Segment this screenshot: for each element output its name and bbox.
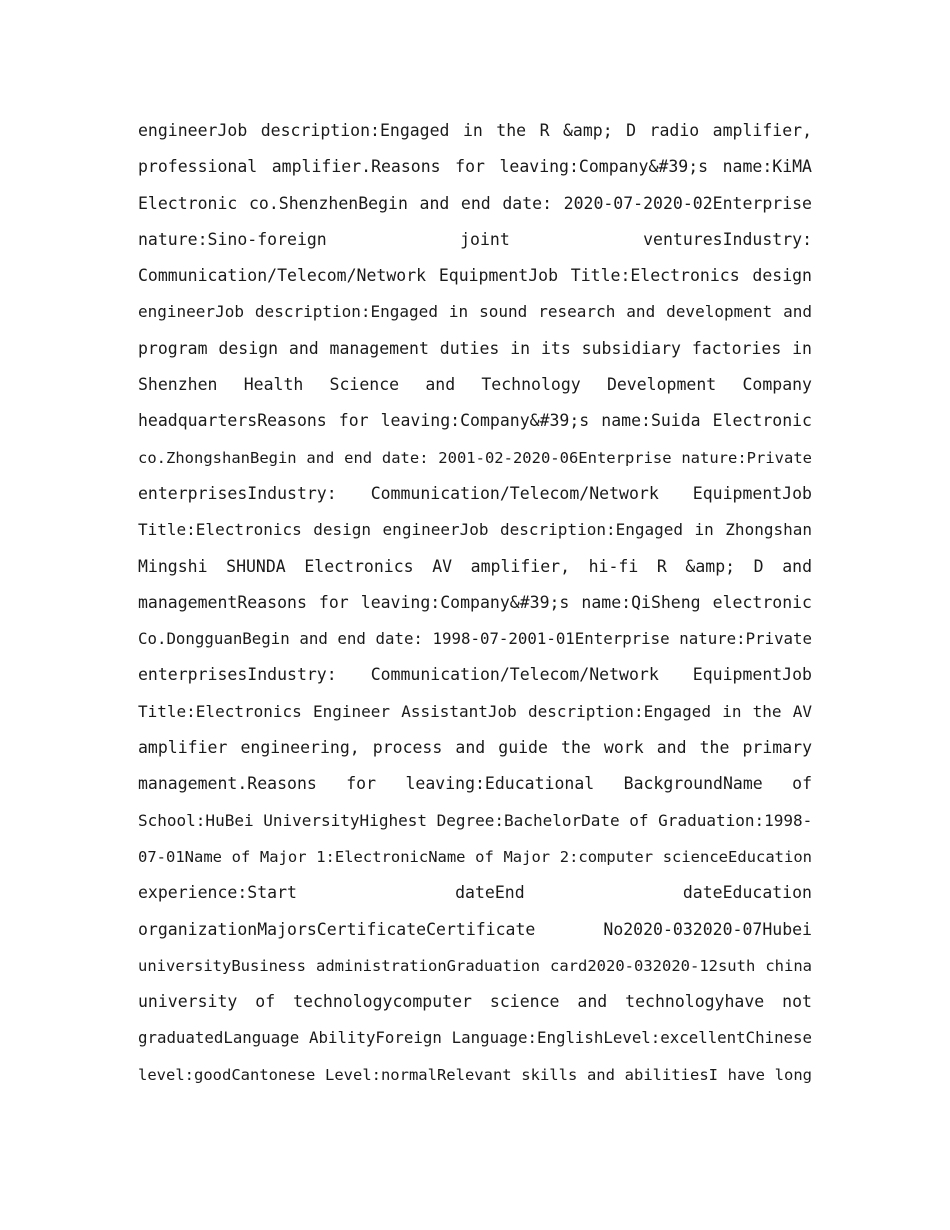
text-line: professional amplifier.Reasons for leaving:Company&#39;s name:KiMA bbox=[138, 157, 812, 177]
text-line: university of technologycomputer science and technologyhave not bbox=[138, 992, 812, 1012]
text-line: co.ZhongshanBegin and end date: 2001-02-2020-06Enterprise nature:Private bbox=[138, 448, 812, 467]
text-line: graduatedLanguage AbilityForeign Language:EnglishLevel:excellentChinese bbox=[138, 1028, 812, 1048]
text-line: amplifier engineering, process and guide the work and the primary bbox=[138, 738, 812, 758]
text-line: managementReasons for leaving:Company&#39;s name:QiSheng electronic bbox=[138, 592, 812, 612]
text-line: Co.DongguanBegin and end date: 1998-07-2001-01Enterprise nature:Private bbox=[138, 629, 812, 649]
text-line: nature:Sino-foreign joint venturesIndustry: bbox=[138, 229, 812, 249]
text-line: management.Reasons for leaving:Educational BackgroundName of bbox=[138, 774, 812, 794]
text-line: Mingshi SHUNDA Electronics AV amplifier, hi-fi R &amp; D and bbox=[138, 556, 812, 576]
text-line: Communication/Telecom/Network EquipmentJob Title:Electronics design bbox=[138, 266, 812, 286]
text-line: experience:Start dateEnd dateEducation bbox=[138, 883, 812, 903]
text-line: Title:Electronics design engineerJob description:Engaged in Zhongshan bbox=[138, 520, 812, 540]
text-line: universityBusiness administrationGraduation card2020-032020-12suth china bbox=[138, 956, 812, 975]
text-line: School:HuBei UniversityHighest Degree:BachelorDate of Graduation:1998- bbox=[138, 810, 812, 830]
text-line: enterprisesIndustry: Communication/Telecom/Network EquipmentJob bbox=[138, 665, 812, 685]
text-line: program design and management duties in its subsidiary factories in bbox=[138, 338, 812, 358]
resume-text-body bbox=[138, 113, 812, 1093]
text-line: Title:Electronics Engineer AssistantJob description:Engaged in the AV bbox=[138, 701, 812, 721]
text-line: organizationMajorsCertificateCertificate No2020-032020-07Hubei bbox=[138, 919, 812, 939]
text-line: Electronic co.ShenzhenBegin and end date: 2020-07-2020-02Enterprise bbox=[138, 193, 812, 213]
text-line: Shenzhen Health Science and Technology Development Company bbox=[138, 375, 812, 395]
text-line: engineerJob description:Engaged in sound research and development and bbox=[138, 302, 812, 322]
text-line: engineerJob description:Engaged in the R &amp; D radio amplifier, bbox=[138, 121, 812, 140]
text-line: enterprisesIndustry: Communication/Telecom/Network EquipmentJob bbox=[138, 483, 812, 503]
text-line: headquartersReasons for leaving:Company&#39;s name:Suida Electronic bbox=[138, 411, 812, 431]
text-line: level:goodCantonese Level:normalRelevant skills and abilitiesI have long bbox=[138, 1065, 812, 1084]
text-line: 07-01Name of Major 1:ElectronicName of Major 2:computer scienceEducation bbox=[138, 847, 812, 866]
